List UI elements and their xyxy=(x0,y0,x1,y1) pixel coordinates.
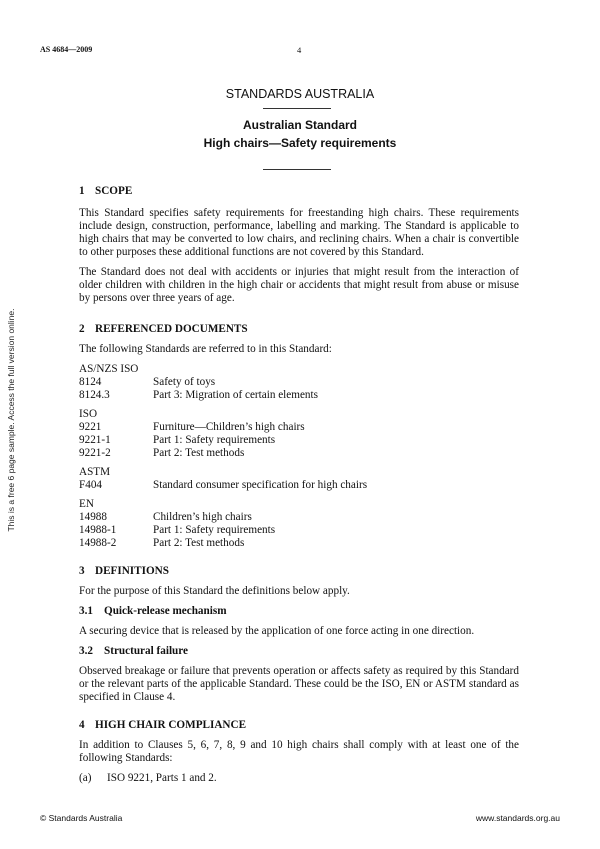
compliance-intro: In addition to Clauses 5, 6, 7, 8, 9 and 10 high chairs shall comply with at least one of the following Standards: xyxy=(79,739,519,764)
reference-row xyxy=(79,479,519,492)
subsection-number: 3.2 xyxy=(79,645,93,657)
scope-paragraph: This Standard specifies safety requirements for freestanding high chairs. These requirements include design, construction, performance, labelling and marking. The Standard is applicable to high chairs that may be converted to low chairs, and reclining chairs. When a chair is convertible to other purposes these additional functions are not covered by this Standard. xyxy=(79,207,519,258)
definition-text: A securing device that is released by the application of one force acting in one direction. xyxy=(79,625,475,637)
organization-name: STANDARDS AUSTRALIA xyxy=(225,87,375,101)
subsection-number: 3.1 xyxy=(79,605,93,617)
reference-org: ISO xyxy=(79,408,98,420)
reference-row xyxy=(79,537,519,550)
footer-copyright: © Standards Australia xyxy=(40,813,123,823)
reference-group xyxy=(79,466,519,492)
subsection-heading xyxy=(79,605,519,618)
section-number: 3 xyxy=(79,565,85,577)
reference-title: Part 2: Test methods xyxy=(153,447,245,459)
definitions-intro: For the purpose of this Standard the definitions below apply. xyxy=(79,585,350,597)
divider xyxy=(263,169,331,170)
reference-code: 14988-1 xyxy=(79,524,117,536)
reference-row xyxy=(79,447,519,460)
section-title: REFERENCED DOCUMENTS xyxy=(95,323,248,335)
reference-org: AS/NZS ISO xyxy=(79,363,139,375)
reference-code: 14988 xyxy=(79,511,107,523)
reference-org: EN xyxy=(79,498,94,510)
section-title: DEFINITIONS xyxy=(95,565,169,577)
reference-title: Part 1: Safety requirements xyxy=(153,524,276,536)
subsection-title: Structural failure xyxy=(104,645,188,657)
standard-title: High chairs—Safety requirements xyxy=(203,136,397,150)
list-item-text: ISO 9221, Parts 1 and 2. xyxy=(107,772,217,784)
section-heading xyxy=(79,185,519,198)
section-number: 2 xyxy=(79,323,85,335)
scope-paragraph: The Standard does not deal with accidents or injuries that might result from the interaction of older children with children in the high chair or accidents that might result from abuse or misuse by persons over three years of age. xyxy=(79,266,519,304)
section-heading xyxy=(79,323,519,336)
reference-code: 9221-1 xyxy=(79,434,111,446)
reference-title: Part 3: Migration of certain elements xyxy=(153,389,318,401)
section-heading xyxy=(79,565,519,578)
reference-row xyxy=(79,524,519,537)
standard-type: Australian Standard xyxy=(242,118,358,132)
reference-org: ASTM xyxy=(79,466,111,478)
reference-group xyxy=(79,363,519,402)
reference-code: F404 xyxy=(79,479,103,491)
list-item-label: (a) xyxy=(79,772,92,784)
subsection-title: Quick-release mechanism xyxy=(104,605,227,617)
section-heading xyxy=(79,719,519,732)
references-intro: The following Standards are referred to in this Standard: xyxy=(79,343,332,355)
definition-text: Observed breakage or failure that prevents operation or affects safety as required by this Standard or the relevant parts of the applicable Standard. These could be the ISO, EN or ASTM standard as specified in Clause 4. xyxy=(79,665,519,703)
sample-notice xyxy=(4,290,18,550)
list-item xyxy=(79,772,519,785)
reference-group xyxy=(79,498,519,550)
reference-row xyxy=(79,389,519,402)
document-body xyxy=(79,185,519,785)
reference-title: Children’s high chairs xyxy=(153,511,252,523)
reference-code: 9221 xyxy=(79,421,102,433)
reference-title: Standard consumer specification for high chairs xyxy=(153,479,368,491)
reference-code: 14988-2 xyxy=(79,537,117,549)
reference-title: Part 1: Safety requirements xyxy=(153,434,276,446)
sample-notice-text: This is a free 6 page sample. Access the full version online. xyxy=(6,308,16,532)
reference-code: 9221-2 xyxy=(79,447,111,459)
subsection-heading xyxy=(79,645,519,658)
reference-code: 8124.3 xyxy=(79,389,110,401)
footer-website: www.standards.org.au xyxy=(475,813,560,823)
reference-row xyxy=(79,421,519,434)
section-number: 4 xyxy=(79,719,85,731)
section-title: SCOPE xyxy=(95,185,133,197)
section-title: HIGH CHAIR COMPLIANCE xyxy=(95,719,247,731)
reference-title: Part 2: Test methods xyxy=(153,537,245,549)
reference-title: Safety of toys xyxy=(153,376,216,388)
reference-group xyxy=(79,408,519,460)
reference-code: 8124 xyxy=(79,376,102,388)
reference-title: Furniture—Children’s high chairs xyxy=(153,421,305,433)
reference-row xyxy=(79,511,519,524)
reference-row xyxy=(79,434,519,447)
section-number: 1 xyxy=(79,185,85,197)
reference-row xyxy=(79,376,519,389)
divider xyxy=(263,108,331,109)
document-code: AS 4684—2009 xyxy=(40,45,93,54)
page-number: 4 xyxy=(297,45,302,55)
